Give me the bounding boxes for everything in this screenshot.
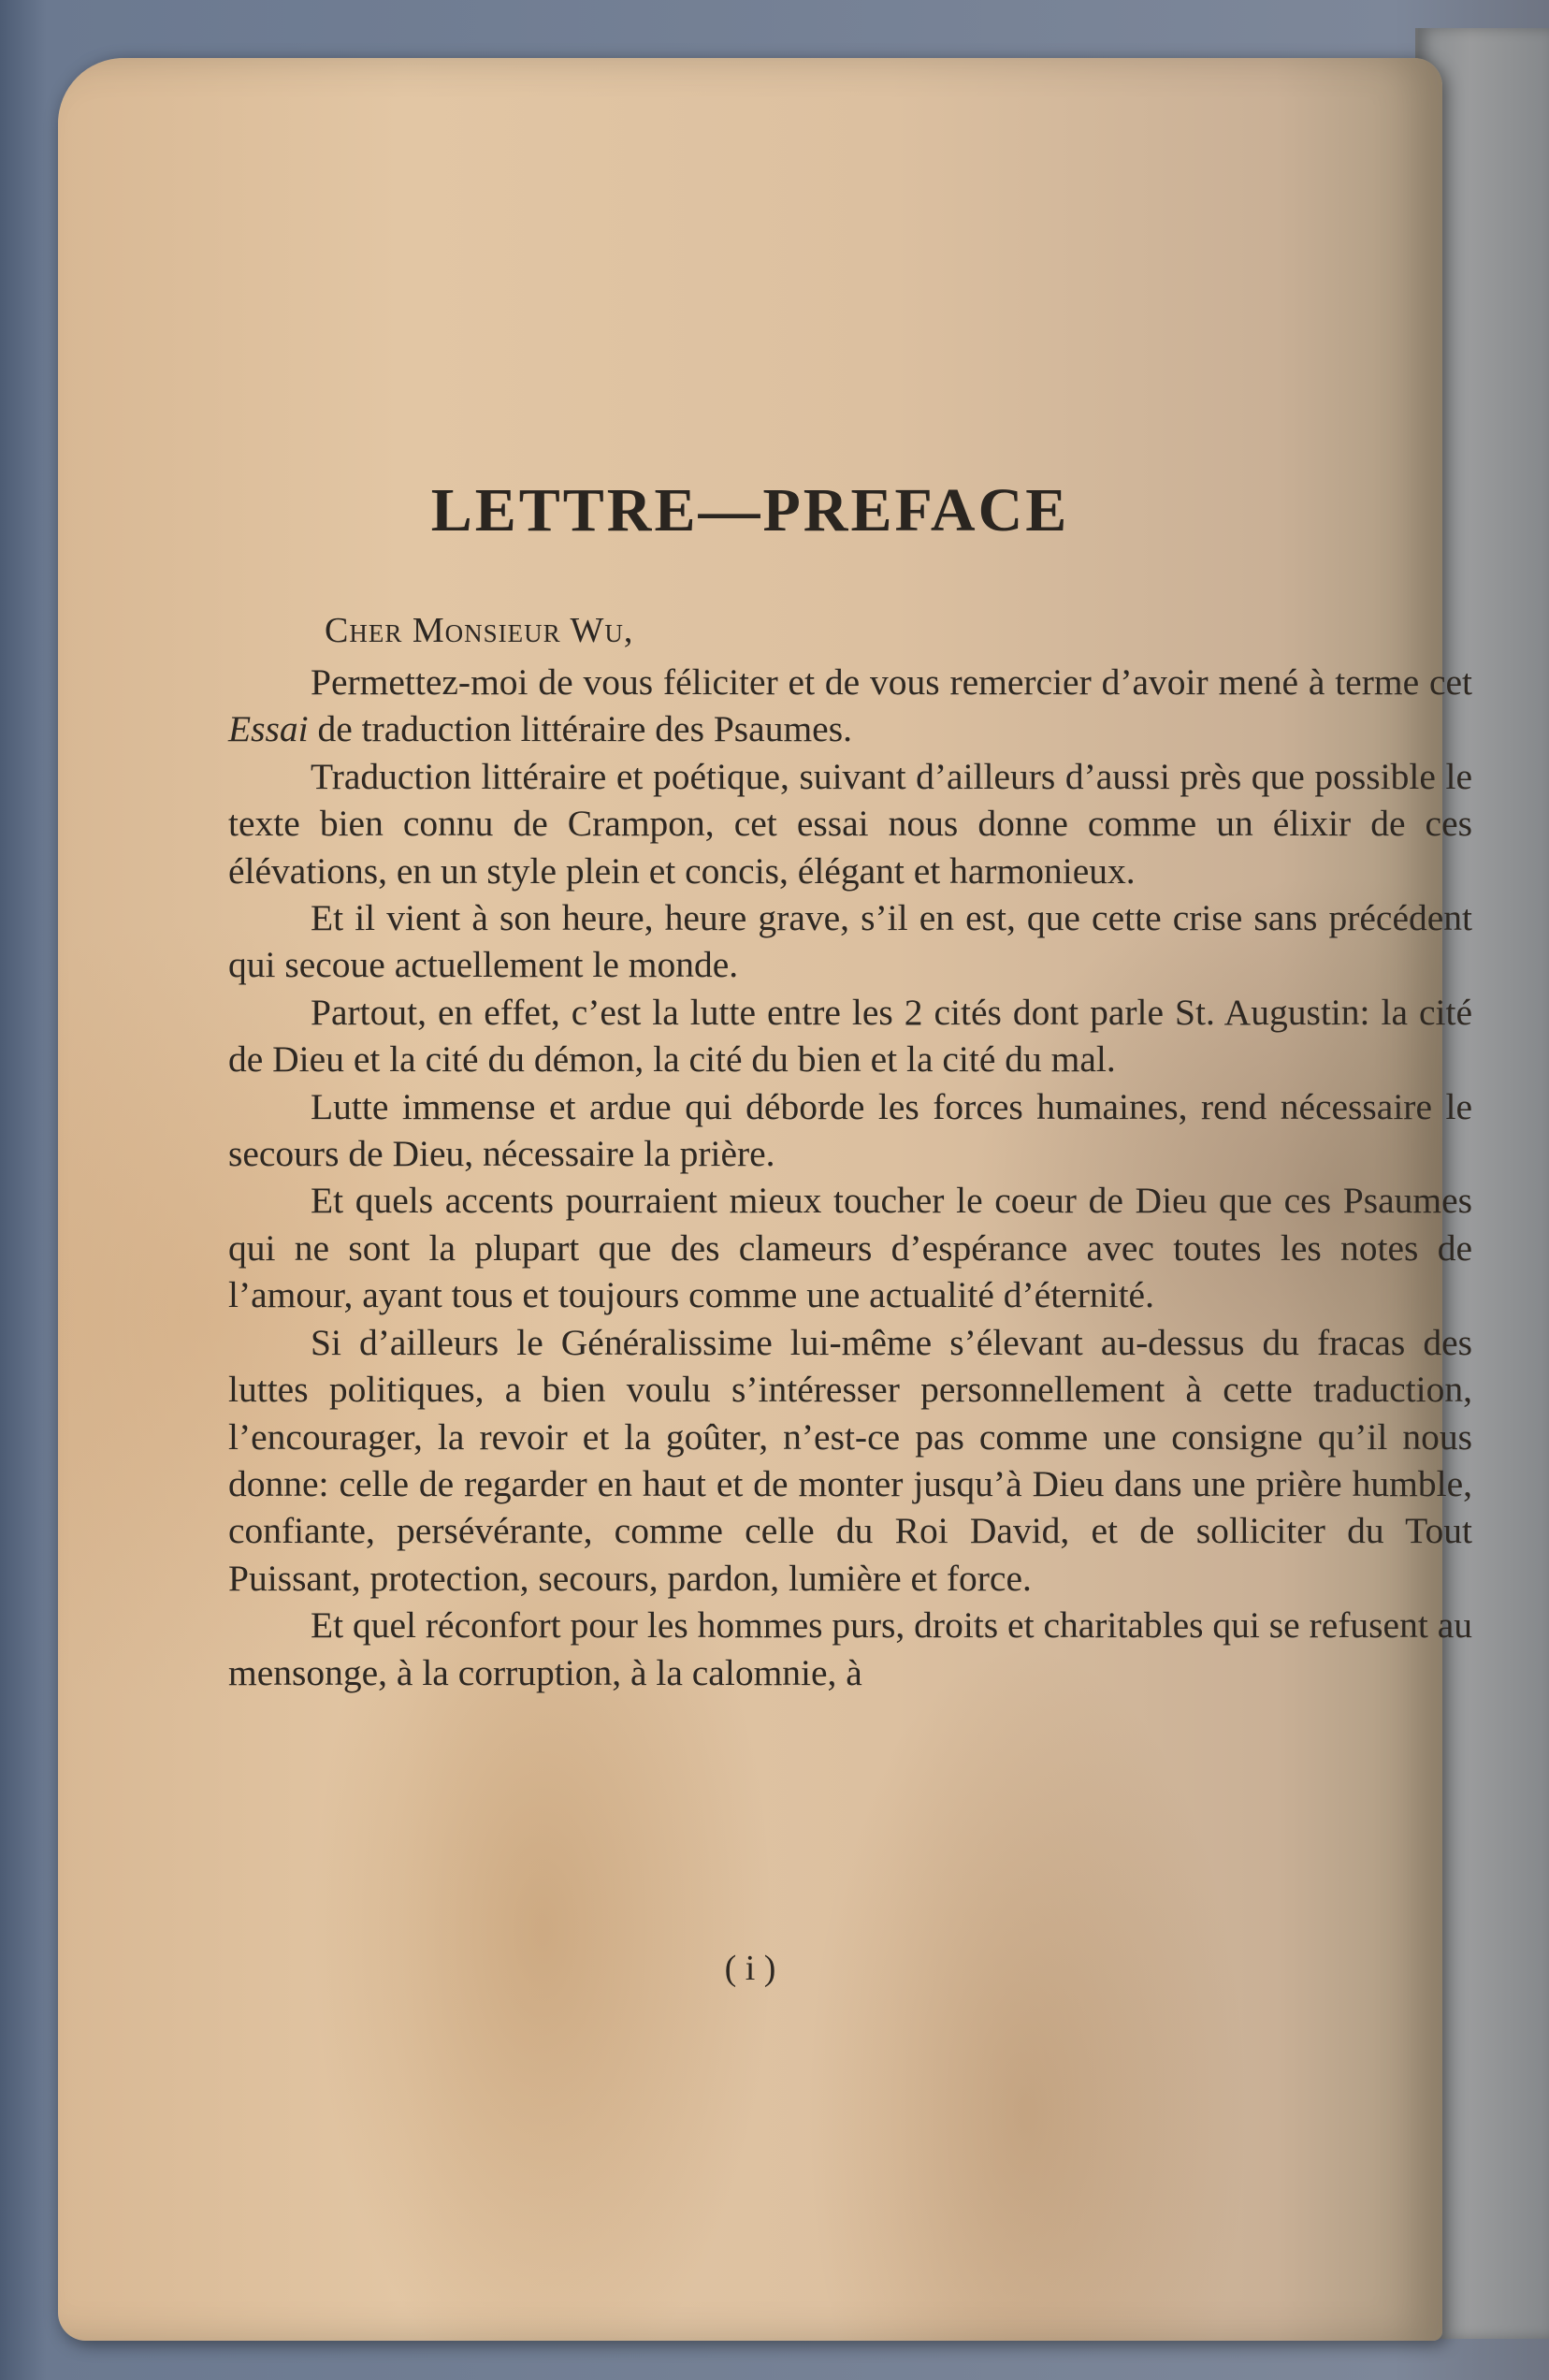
paragraph-5: Lutte immense et ardue qui déborde les forces humaines, rend nécessaire le secours de Dieu, nécessaire la prière. <box>228 1085 1472 1175</box>
letter-body <box>228 659 1472 1696</box>
page-title: LETTRE—PREFACE <box>430 476 1070 544</box>
paragraph-4: Partout, en effet, c’est la lutte entre les 2 cités dont parle St. Augustin: la cité de Dieu et la cité du démon, la cité du bien et la cité du mal. <box>228 991 1472 1081</box>
paragraph-8: Et quel réconfort pour les hommes purs, droits et charitables qui se refusent au mensonge, à la corruption, à la calomnie, à <box>228 1604 1472 1693</box>
salutation: Cher Monsieur Wu, <box>325 611 634 650</box>
paragraph-6: Et quels accents pourraient mieux toucher le coeur de Dieu que ces Psaumes qui ne sont la plupart que des clameurs d’espérance avec toutes les notes de l’amour, ayant tous et toujours comme une actualité d’éternité. <box>228 1180 1472 1316</box>
book-page <box>58 58 1472 2341</box>
page-number: ( i ) <box>724 1949 776 1988</box>
paragraph-1: Permettez-moi de vous féliciter et de vous remercier d’avoir mené à terme cet Essai de traduction littéraire des Psaumes. <box>228 661 1472 750</box>
paragraph-7: Si d’ailleurs le Généralissime lui-même s’élevant au-dessus du fracas des luttes politiques, a bien voulu s’intéresser personnellement à cette traduction, l’encourager, la revoir et la goûter, n’est-ce pas comme une consigne qu’il nous donne: celle de regarder en haut et de monter jusqu’à Dieu dans une prière humble, confiante, persévérante, comme celle du Roi David, et de solliciter du Tout Puissant, protection, secours, pardon, lumière et force. <box>228 1321 1472 1599</box>
paragraph-3: Et il vient à son heure, heure grave, s’il en est, que cette crise sans précédent qui secoue actuellement le monde. <box>228 897 1472 986</box>
paragraph-2: Traduction littéraire et poétique, suivant d’ailleurs d’aussi près que possible le texte bien connu de Crampon, cet essai nous donne comme un élixir de ces élévations, en un style plein et concis, élégant et harmonieux. <box>228 755 1472 892</box>
